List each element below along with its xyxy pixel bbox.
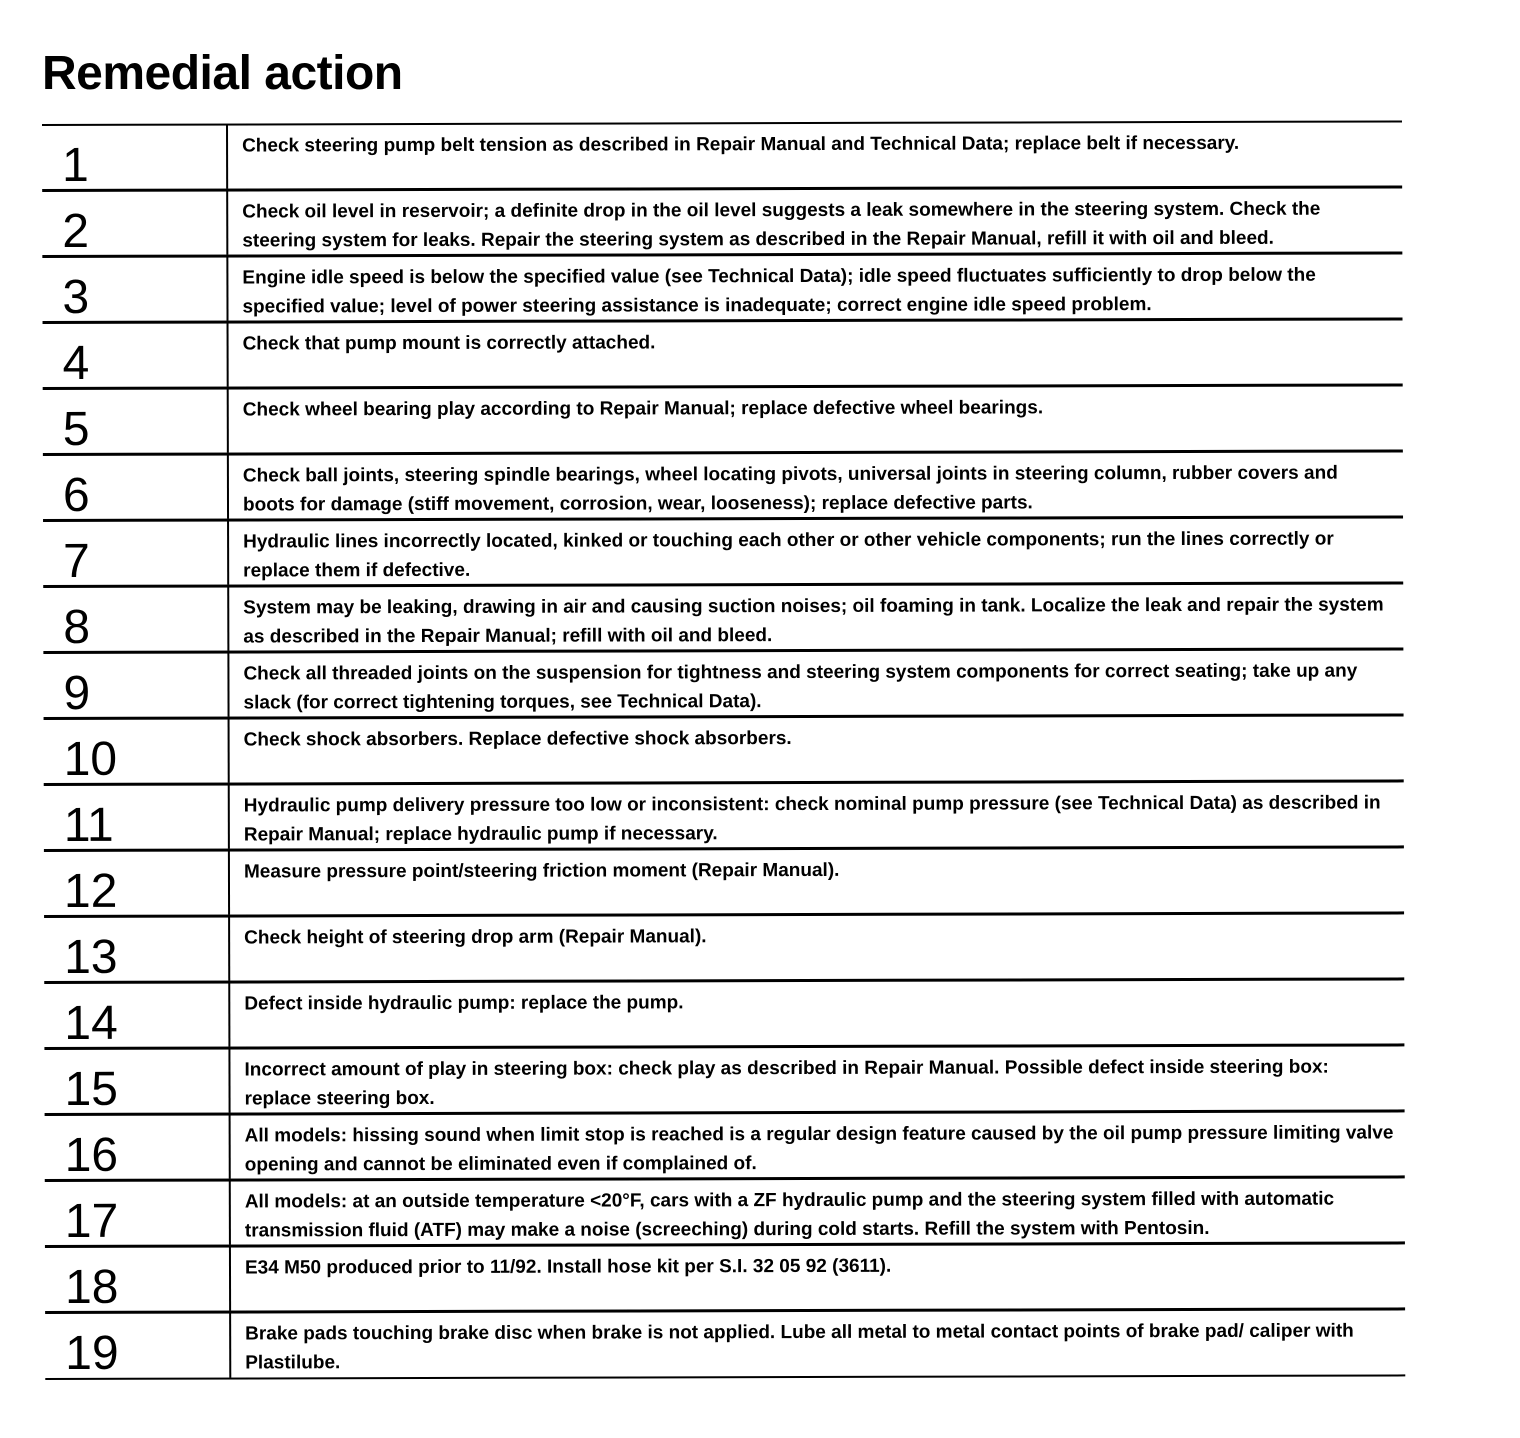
row-action-text: Brake pads touching brake disc when brake is not applied. Lube all metal to metal contact points of brake pad/ caliper with Plastilube. xyxy=(245,1320,1354,1374)
row-number: 17 xyxy=(45,1182,231,1245)
row-action-text: Check all threaded joints on the suspension for tightness and steering system components for correct seating; take up any slack (for correct tightening torques, see Technical Data). xyxy=(243,660,1358,714)
row-number: 12 xyxy=(44,852,230,915)
row-number: 9 xyxy=(43,654,229,717)
table-row xyxy=(44,716,1404,786)
row-action-text: Check steering pump belt tension as described in Repair Manual and Technical Data; replace belt if necessary. xyxy=(242,132,1240,157)
row-action-text: Check height of steering drop arm (Repair Manual). xyxy=(244,926,707,949)
table-row xyxy=(42,188,1402,258)
row-number: 10 xyxy=(44,720,230,783)
row-number: 19 xyxy=(45,1314,231,1378)
row-number: 15 xyxy=(44,1050,230,1113)
row-action-text: Check ball joints, steering spindle bearings, wheel locating pivots, universal joints in steering column, rubber covers and boots for damage (stiff movement, corrosion, wear, looseness); replace defective parts. xyxy=(242,462,1338,516)
table-row xyxy=(43,518,1403,588)
table-row xyxy=(44,848,1404,918)
row-action-text: Incorrect amount of play in steering box: check play as described in Repair Manual. Possible defect inside steering box: replace steering box. xyxy=(244,1056,1329,1110)
row-action-text: Engine idle speed is below the specified value (see Technical Data); idle speed fluctuates sufficiently to drop below the specified value; level of power steering assistance is inadequate; correct engine idle speed problem. xyxy=(242,264,1316,318)
table-row xyxy=(43,650,1403,720)
table-row xyxy=(43,452,1403,522)
row-action-text: Check wheel bearing play according to Repair Manual; replace defective wheel bearings. xyxy=(242,397,1044,421)
table-row xyxy=(43,320,1403,390)
row-action-text: Hydraulic lines incorrectly located, kinked or touching each other or other vehicle components; run the lines correctly or replace them if defective. xyxy=(243,528,1334,582)
row-action-text: System may be leaking, drawing in air and causing suction noises; oil foaming in tank. Localize the leak and repair the system as described in the Repair Manual; refill with oil and bleed. xyxy=(243,594,1384,648)
table-row xyxy=(44,914,1404,984)
row-number: 5 xyxy=(43,390,229,453)
row-action-text: Check oil level in reservoir; a definite drop in the oil level suggests a leak somewhere in the steering system. Check the steering system for leaks. Repair the steering system as described in the Repair Manual, refill it with oil and bleed. xyxy=(242,198,1321,252)
table-row xyxy=(44,980,1404,1050)
table-row xyxy=(45,1310,1405,1380)
row-number: 11 xyxy=(44,786,230,849)
row-action-text: Check shock absorbers. Replace defective shock absorbers. xyxy=(243,728,792,751)
row-number: 2 xyxy=(42,192,228,255)
row-number: 3 xyxy=(42,258,228,321)
table-row xyxy=(43,386,1403,456)
remedial-action-table xyxy=(42,120,1405,1380)
row-action-text: Check that pump mount is correctly attached. xyxy=(242,332,656,355)
row-number: 6 xyxy=(43,456,229,519)
row-number: 13 xyxy=(44,918,230,981)
row-action-text: Hydraulic pump delivery pressure too low or inconsistent: check nominal pump pressure (see Technical Data) as described in Repair Manual; replace hydraulic pump if necessary. xyxy=(243,792,1381,846)
row-action-text: All models: at an outside temperature <20°F, cars with a ZF hydraulic pump and the steering system filled with automatic transmission fluid (ATF) may make a noise (screeching) during cold starts. Refill the system with Pentosin. xyxy=(244,1188,1335,1242)
row-number: 7 xyxy=(43,522,229,585)
row-action-text: Measure pressure point/steering friction moment (Repair Manual). xyxy=(243,859,840,883)
row-number: 8 xyxy=(43,588,229,651)
table-row xyxy=(42,254,1402,324)
row-number: 4 xyxy=(43,324,229,387)
row-action-text: All models: hissing sound when limit stop is reached is a regular design feature caused by the oil pump pressure limiting valve opening and cannot be eliminated even if complained of. xyxy=(244,1122,1394,1176)
row-number: 18 xyxy=(45,1248,231,1311)
row-number: 16 xyxy=(45,1116,231,1179)
table-row xyxy=(44,1046,1404,1116)
page-title: Remedial action xyxy=(42,47,403,100)
table-row xyxy=(42,122,1402,192)
table-row xyxy=(45,1244,1405,1314)
row-number: 14 xyxy=(44,984,230,1047)
table-row xyxy=(45,1112,1405,1182)
row-number: 1 xyxy=(42,126,228,189)
table-row xyxy=(45,1178,1405,1248)
table-row xyxy=(44,782,1404,852)
row-action-text: Defect inside hydraulic pump: replace the pump. xyxy=(244,992,684,1015)
table-row xyxy=(43,584,1403,654)
row-action-text: E34 M50 produced prior to 11/92. Install hose kit per S.I. 32 05 92 (3611). xyxy=(244,1255,892,1279)
